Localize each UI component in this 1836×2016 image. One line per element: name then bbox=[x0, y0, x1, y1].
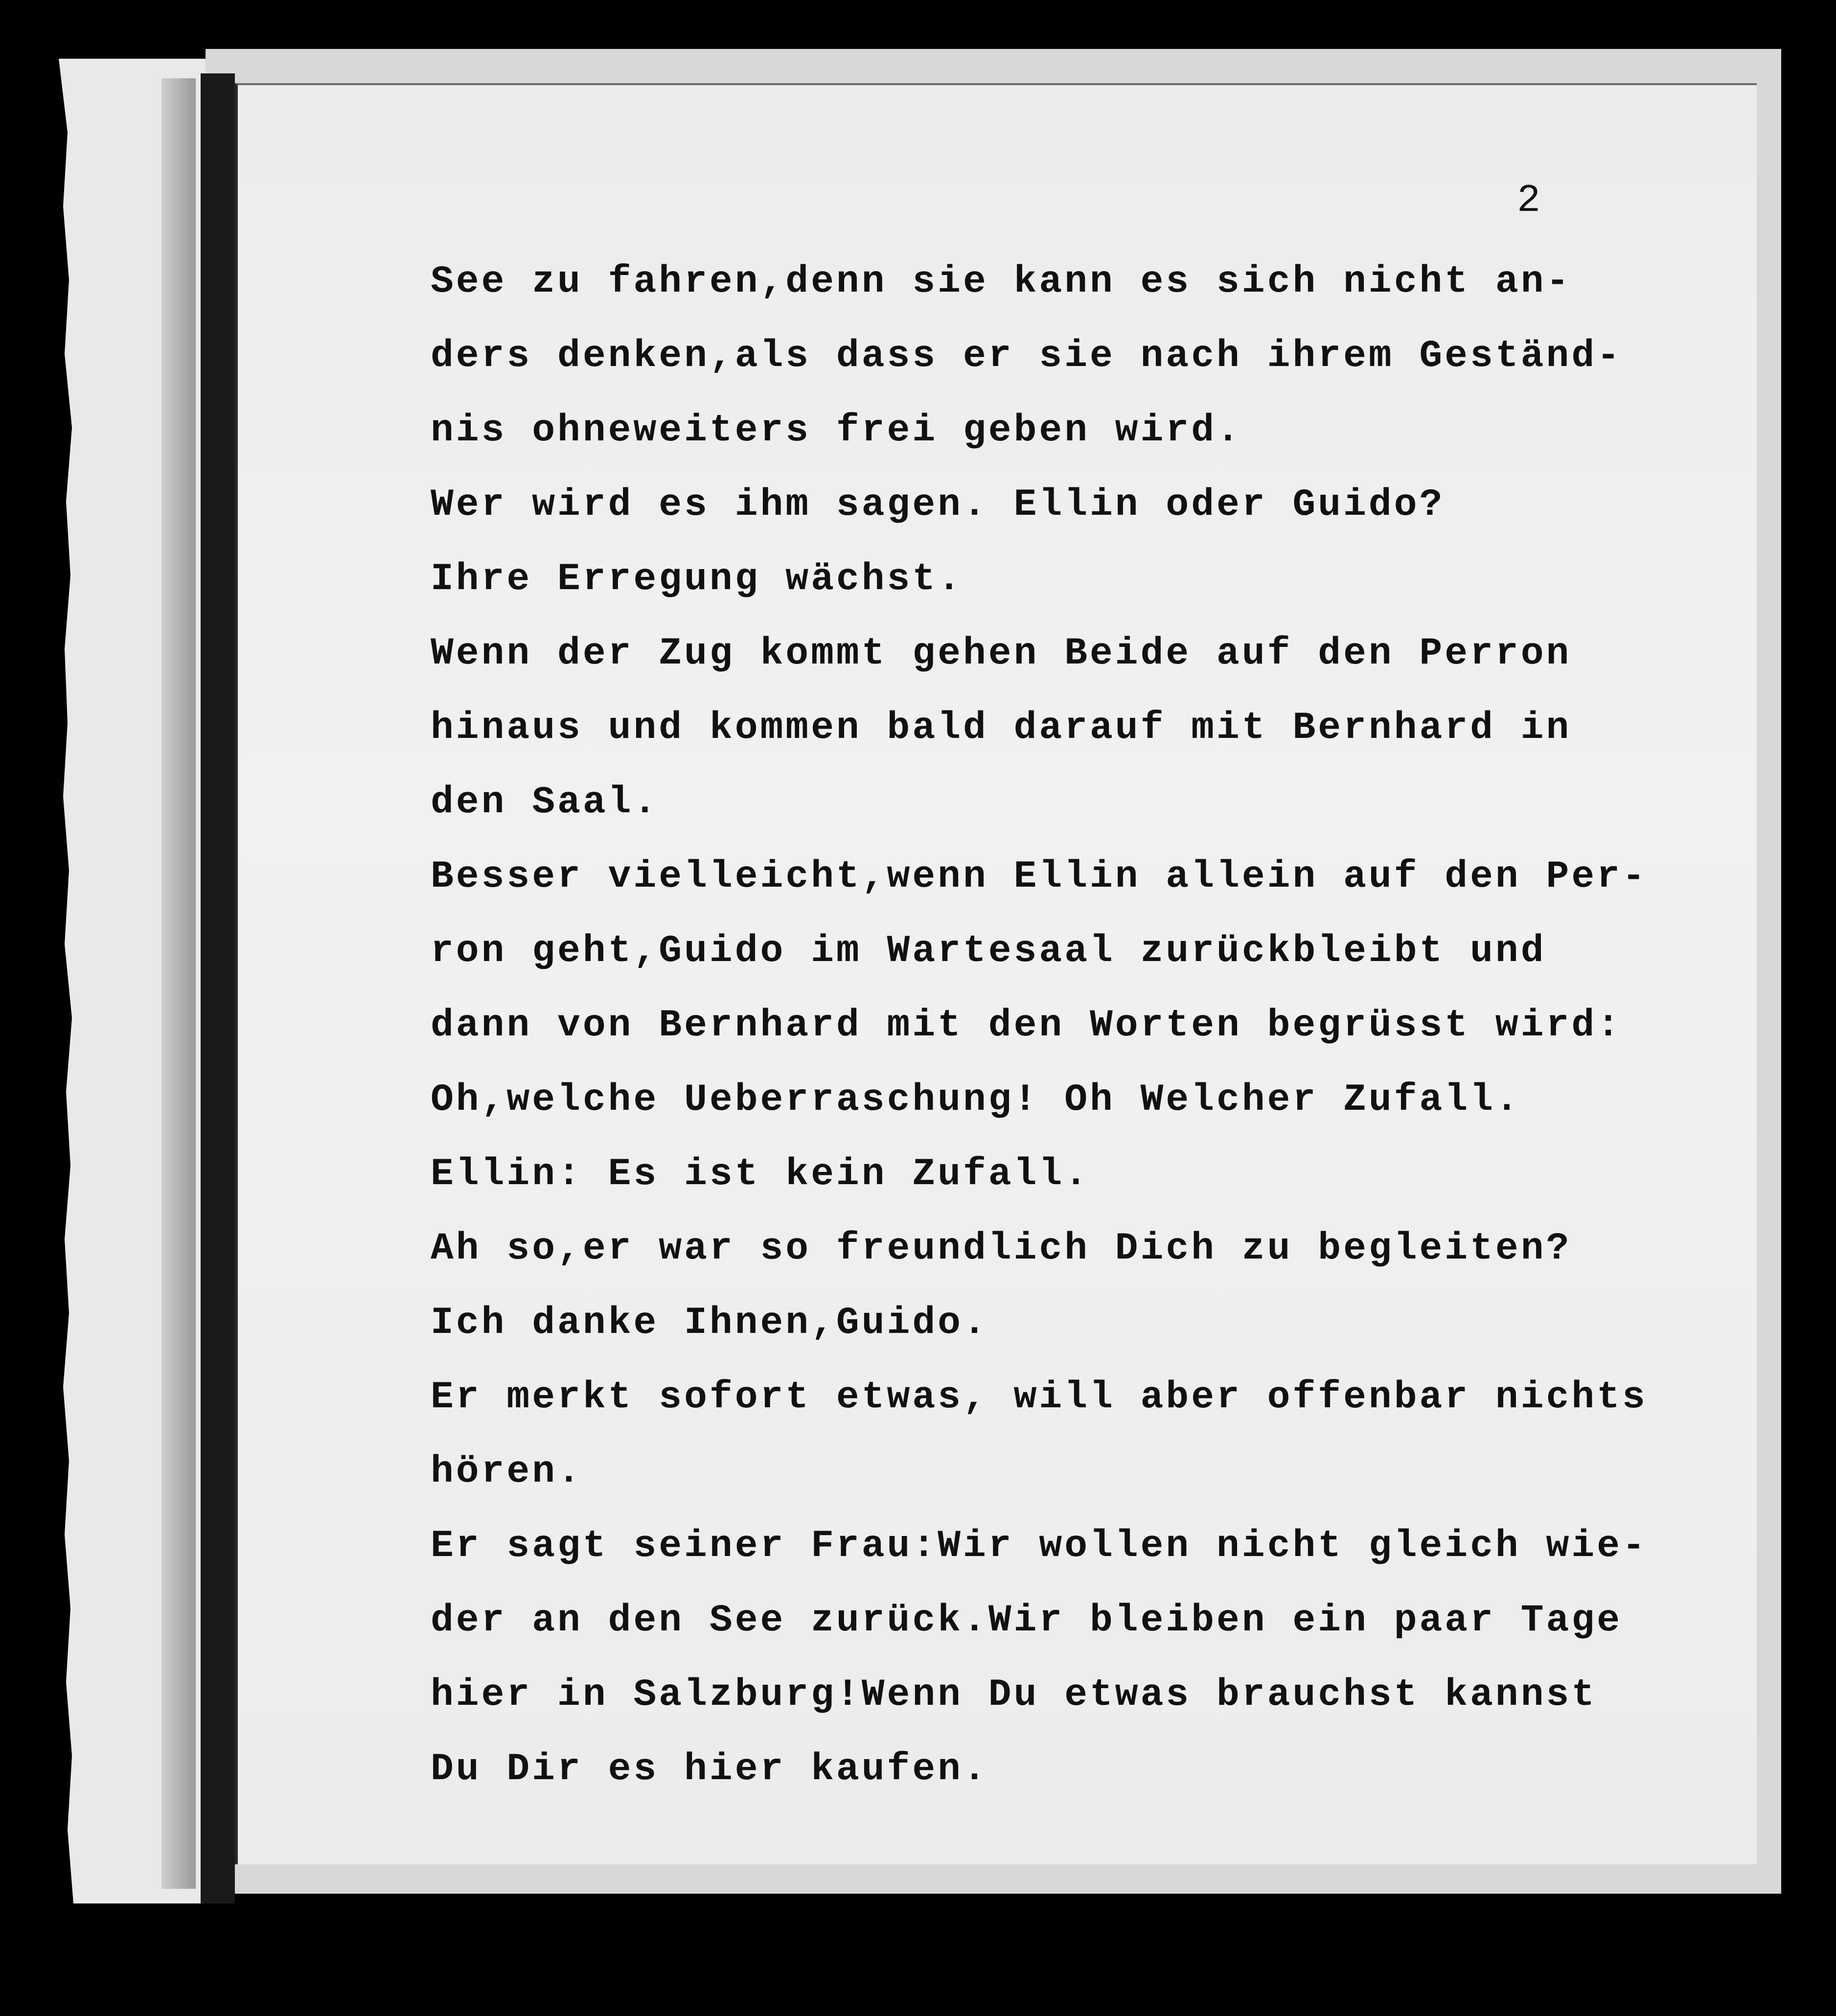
text-line: der an den See zurück.Wir bleiben ein paar Tage bbox=[431, 1599, 1622, 1642]
text-line: ders denken,als dass er sie nach ihrem Geständ- bbox=[431, 335, 1622, 378]
text-line: See zu fahren,denn sie kann es sich nicht an- bbox=[431, 260, 1572, 303]
text-line: Ah so,er war so freundlich Dich zu begleiten? bbox=[431, 1227, 1572, 1270]
text-line: ron geht,Guido im Wartesaal zurückbleibt und bbox=[431, 930, 1546, 973]
text-line: dann von Bernhard mit den Worten begrüsst wird: bbox=[431, 1004, 1622, 1047]
page-divider bbox=[201, 73, 235, 1903]
text-line: Besser vielleicht,wenn Ellin allein auf den Per- bbox=[431, 855, 1648, 898]
text-line: Oh,welche Ueberraschung! Oh Welcher Zufall. bbox=[431, 1078, 1521, 1122]
text-line: Ellin: Es ist kein Zufall. bbox=[431, 1153, 1090, 1196]
text-line: Er merkt sofort etwas, will aber offenbar nichts bbox=[431, 1376, 1648, 1419]
left-sheet-shadow bbox=[161, 78, 196, 1889]
page-number: 2 bbox=[1517, 179, 1541, 223]
text-line: den Saal. bbox=[431, 781, 659, 824]
text-line: Wenn der Zug kommt gehen Beide auf den Perron bbox=[431, 632, 1572, 675]
text-line: hören. bbox=[431, 1450, 583, 1493]
text-line: Du Dir es hier kaufen. bbox=[431, 1748, 988, 1791]
body-text bbox=[431, 245, 1664, 1807]
text-line: hier in Salzburg!Wenn Du etwas brauchst kannst bbox=[431, 1673, 1597, 1717]
text-line: Ich danke Ihnen,Guido. bbox=[431, 1302, 988, 1345]
text-line: Er sagt seiner Frau:Wir wollen nicht gleich wie- bbox=[431, 1525, 1648, 1568]
text-line: hinaus und kommen bald darauf mit Bernhard in bbox=[431, 707, 1572, 750]
text-line: Wer wird es ihm sagen. Ellin oder Guido? bbox=[431, 483, 1445, 527]
text-line: nis ohneweiters frei geben wird. bbox=[431, 409, 1242, 452]
text-line: Ihre Erregung wächst. bbox=[431, 558, 963, 601]
